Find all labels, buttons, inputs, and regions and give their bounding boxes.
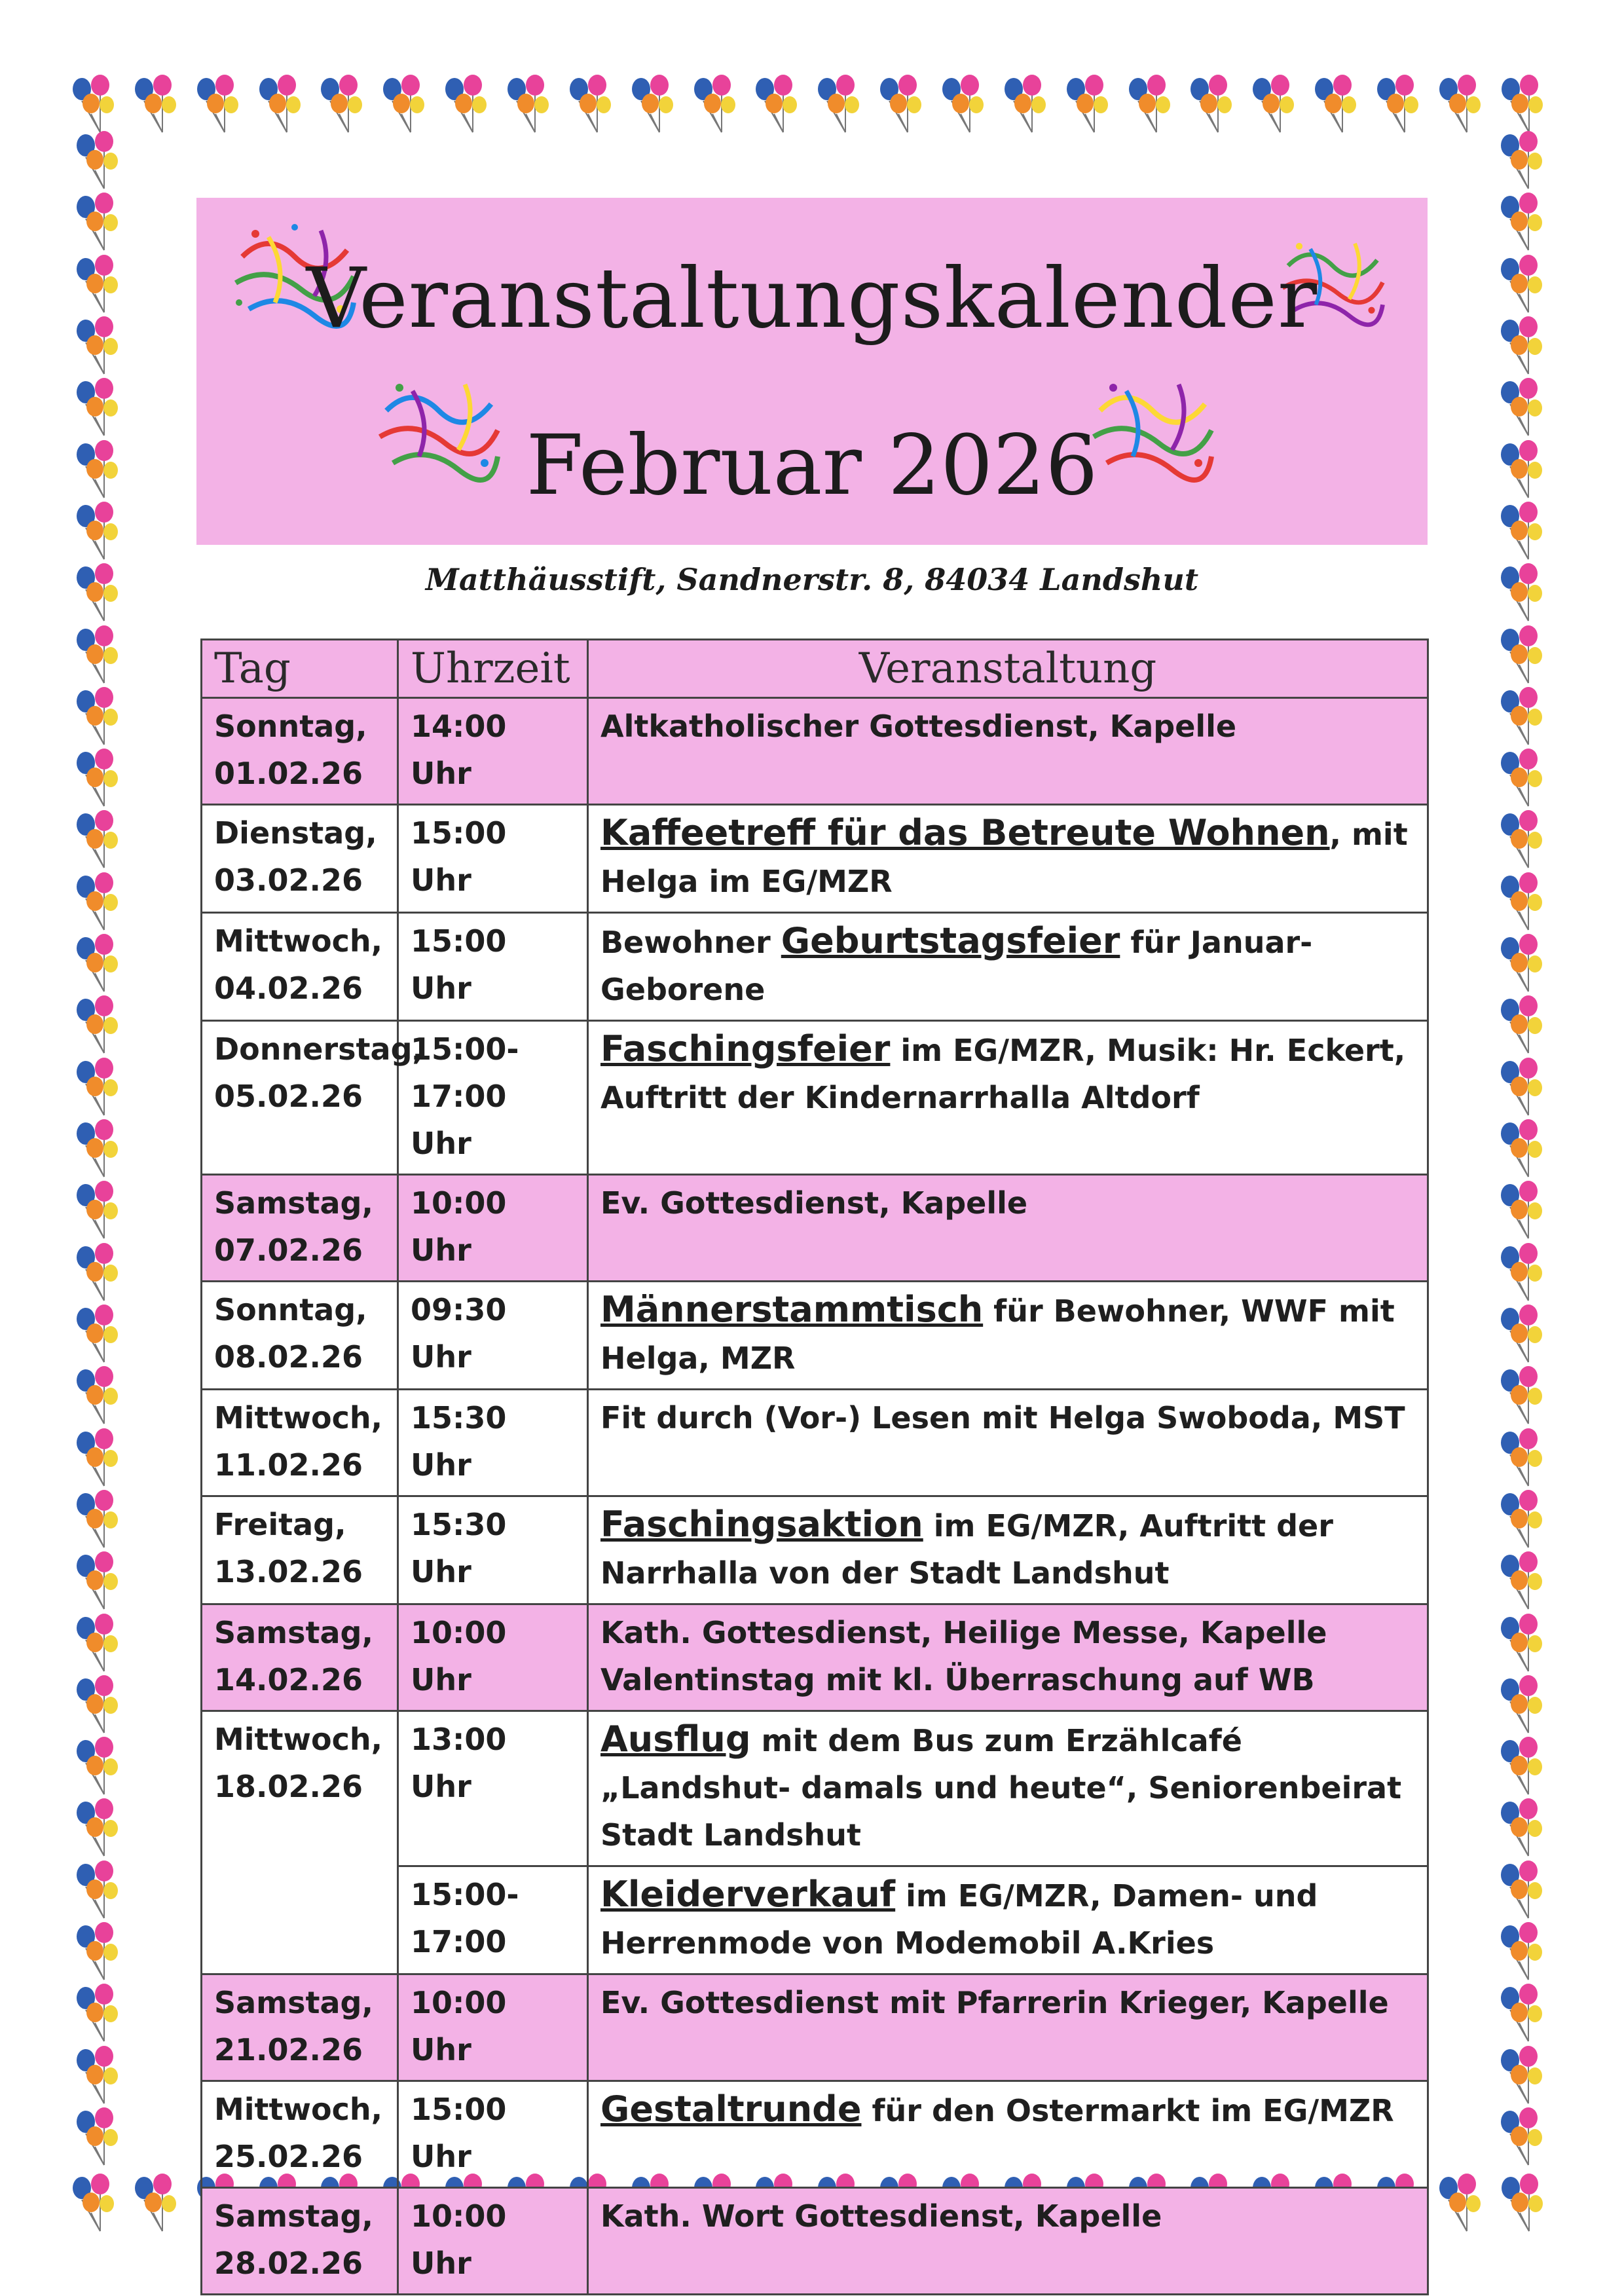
- balloons-icon: [73, 1614, 124, 1674]
- balloons-icon: [1497, 1861, 1548, 1921]
- cell-day: Donnerstag, 05.02.26: [202, 1021, 398, 1175]
- event-highlight: Faschingsaktion: [600, 1504, 923, 1545]
- event-text: Ev. Gottesdienst mit Pfarrerin Krieger, Kapelle: [600, 1985, 1389, 2020]
- cell-time: 14:00 Uhr: [398, 698, 588, 805]
- event-text: mit dem Bus zum Erzählcafé „Landshut- damals und heute“, Seniorenbeirat Stadt Landshut: [600, 1723, 1402, 1853]
- event-text: im EG/MZR, Damen- und Herrenmode von Modemobil A.Kries: [600, 1878, 1318, 1961]
- balloons-icon: [73, 1181, 124, 1241]
- balloons-icon: [566, 75, 617, 135]
- balloons-icon: [938, 75, 989, 135]
- balloons-icon: [73, 440, 124, 500]
- balloons-icon: [73, 1119, 124, 1179]
- balloons-icon: [1435, 75, 1486, 135]
- page-subtitle: Februar 2026: [526, 417, 1098, 513]
- balloons-icon: [441, 75, 492, 135]
- balloons-icon: [73, 2107, 124, 2168]
- table-row: [202, 1282, 1428, 1390]
- cell-day: Mittwoch, 18.02.26: [202, 1711, 398, 1974]
- balloons-icon: [193, 75, 244, 135]
- balloons-icon: [1497, 1428, 1548, 1489]
- table-row: [202, 1390, 1428, 1496]
- table-row: [202, 1496, 1428, 1604]
- event-text: für den Ostermarkt im EG/MZR: [861, 2093, 1394, 2128]
- table-row: [202, 1021, 1428, 1175]
- cell-event: [588, 1175, 1428, 1282]
- balloons-icon: [814, 75, 865, 135]
- balloons-icon: [73, 1428, 124, 1489]
- balloons-icon: [73, 1861, 124, 1921]
- balloons-icon: [73, 995, 124, 1056]
- balloons-icon: [73, 255, 124, 315]
- balloons-icon: [69, 75, 120, 135]
- cell-event: [588, 805, 1428, 913]
- event-text: , mit Helga im EG/MZR: [600, 817, 1408, 899]
- cell-day: Mittwoch, 25.02.26: [202, 2081, 398, 2188]
- event-highlight: Kleiderverkauf: [600, 1874, 896, 1915]
- event-highlight: Gestaltrunde: [600, 2088, 862, 2130]
- balloons-icon: [1497, 1614, 1548, 1674]
- event-text: Ev. Gottesdienst, Kapelle: [600, 1185, 1028, 1221]
- balloons-icon: [1497, 1798, 1548, 1859]
- balloons-icon: [1497, 1551, 1548, 1612]
- balloons-icon: [73, 1366, 124, 1426]
- cell-time: 15:00 Uhr: [398, 913, 588, 1021]
- cell-day: Sonntag, 01.02.26: [202, 698, 398, 805]
- cell-event: [588, 2188, 1428, 2295]
- balloons-icon: [73, 2046, 124, 2106]
- balloons-icon: [1125, 75, 1176, 135]
- event-text: Fit durch (Vor-) Lesen mit Helga Swoboda, MST: [600, 1400, 1405, 1435]
- table-row: [202, 2188, 1428, 2295]
- table-row: [202, 1974, 1428, 2081]
- balloons-icon: [1497, 810, 1548, 870]
- table-row: [202, 698, 1428, 805]
- table-row: [202, 913, 1428, 1021]
- balloons-icon: [876, 75, 927, 135]
- balloons-icon: [73, 749, 124, 809]
- table-row: [202, 2081, 1428, 2188]
- cell-time: 15:00 Uhr: [398, 805, 588, 913]
- balloons-icon: [1249, 75, 1300, 135]
- event-calendar-table: [200, 639, 1429, 2295]
- cell-event: [588, 1390, 1428, 1496]
- balloons-icon: [1435, 2174, 1486, 2234]
- balloons-icon: [1497, 563, 1548, 623]
- balloons-icon: [73, 1490, 124, 1550]
- event-highlight: Geburtstagsfeier: [781, 920, 1120, 961]
- cell-time: 15:00-17:00 Uhr: [398, 1021, 588, 1175]
- balloons-icon: [752, 75, 803, 135]
- cell-time: 15:00 Uhr: [398, 2081, 588, 2188]
- balloons-icon: [73, 934, 124, 994]
- balloons-icon: [1187, 75, 1238, 135]
- table-row: [202, 1604, 1428, 1711]
- cell-event: [588, 1282, 1428, 1390]
- balloons-icon: [131, 2174, 182, 2234]
- event-text: für Bewohner, WWF mit Helga, MZR: [600, 1293, 1395, 1376]
- balloons-icon: [1497, 687, 1548, 747]
- balloons-icon: [73, 1305, 124, 1365]
- event-text: im EG/MZR, Auftritt der Narrhalla von der Stadt Landshut: [600, 1508, 1333, 1591]
- balloons-icon: [73, 1675, 124, 1735]
- balloons-icon: [1497, 1675, 1548, 1735]
- cell-day: Samstag, 28.02.26: [202, 2188, 398, 2295]
- column-header-event: Veranstaltung: [588, 640, 1428, 698]
- event-text: Kath. Wort Gottesdienst, Kapelle: [600, 2198, 1162, 2234]
- cell-day: Mittwoch, 04.02.26: [202, 913, 398, 1021]
- balloons-icon: [73, 502, 124, 562]
- cell-time: 13:00 Uhr: [398, 1711, 588, 1866]
- event-highlight: Ausflug: [600, 1718, 751, 1760]
- event-highlight: Faschingsfeier: [600, 1028, 891, 1069]
- cell-event: [588, 1496, 1428, 1604]
- balloons-icon: [1497, 995, 1548, 1056]
- balloons-icon: [1311, 75, 1362, 135]
- balloons-icon: [73, 1922, 124, 1982]
- balloons-icon: [73, 1058, 124, 1118]
- balloons-icon: [1497, 749, 1548, 809]
- balloons-icon: [73, 193, 124, 253]
- balloon-border-left: [69, 131, 128, 2168]
- balloons-icon: [690, 75, 741, 135]
- balloons-icon: [73, 1984, 124, 2044]
- balloons-icon: [1497, 255, 1548, 315]
- address-line: Matthäusstift, Sandnerstr. 8, 84034 Landshut: [425, 562, 1199, 597]
- balloons-icon: [1063, 75, 1114, 135]
- balloons-icon: [1497, 1119, 1548, 1179]
- balloons-icon: [1373, 75, 1424, 135]
- table-row: [202, 805, 1428, 913]
- cell-event: [588, 1866, 1428, 1974]
- column-header-day: Tag: [202, 640, 398, 698]
- balloons-icon: [73, 1798, 124, 1859]
- cell-time: 15:00-17:00: [398, 1866, 588, 1974]
- column-header-time: Uhrzeit: [398, 640, 588, 698]
- cell-day: Mittwoch, 11.02.26: [202, 1390, 398, 1496]
- balloons-icon: [73, 1243, 124, 1303]
- balloons-icon: [1498, 2174, 1549, 2234]
- balloons-icon: [1497, 2107, 1548, 2168]
- balloons-icon: [73, 872, 124, 933]
- table-header-row: [202, 640, 1428, 698]
- balloons-icon: [131, 75, 182, 135]
- balloons-icon: [1497, 131, 1548, 191]
- event-text: Altkatholischer Gottesdienst, Kapelle: [600, 709, 1237, 744]
- event-prefix: Bewohner: [600, 925, 781, 960]
- balloons-icon: [1497, 1490, 1548, 1550]
- balloons-icon: [1497, 625, 1548, 686]
- cell-time: 15:30 Uhr: [398, 1496, 588, 1604]
- balloons-icon: [1497, 440, 1548, 500]
- cell-time: 10:00 Uhr: [398, 1604, 588, 1711]
- balloons-icon: [317, 75, 368, 135]
- cell-event: [588, 913, 1428, 1021]
- cell-event: [588, 2081, 1428, 2188]
- balloons-icon: [1497, 1305, 1548, 1365]
- cell-day: Samstag, 07.02.26: [202, 1175, 398, 1282]
- balloons-icon: [73, 625, 124, 686]
- cell-day: Samstag, 14.02.26: [202, 1604, 398, 1711]
- title-banner: [196, 198, 1428, 545]
- cell-day: Samstag, 21.02.26: [202, 1974, 398, 2081]
- event-text: für Januar-Geborene: [600, 925, 1313, 1007]
- balloons-icon: [1497, 872, 1548, 933]
- balloons-icon: [1498, 75, 1549, 135]
- balloons-icon: [1497, 1366, 1548, 1426]
- balloons-icon: [73, 687, 124, 747]
- balloons-icon: [73, 316, 124, 377]
- cell-day: Sonntag, 08.02.26: [202, 1282, 398, 1390]
- balloons-icon: [504, 75, 555, 135]
- balloons-icon: [73, 810, 124, 870]
- table-row: [202, 1711, 1428, 1866]
- cell-day: Dienstag, 03.02.26: [202, 805, 398, 913]
- cell-time: 09:30 Uhr: [398, 1282, 588, 1390]
- balloons-icon: [1497, 1243, 1548, 1303]
- cell-event: [588, 1604, 1428, 1711]
- table-body: [202, 698, 1428, 2295]
- event-highlight: Kaffeetreff für das Betreute Wohnen: [600, 812, 1330, 853]
- cell-time: 15:30 Uhr: [398, 1390, 588, 1496]
- balloons-icon: [73, 1737, 124, 1797]
- balloons-icon: [69, 2174, 120, 2234]
- cell-event: [588, 1021, 1428, 1175]
- balloons-icon: [1497, 2046, 1548, 2106]
- balloon-border-right: [1493, 131, 1552, 2168]
- event-highlight: Männerstammtisch: [600, 1289, 984, 1330]
- balloons-icon: [73, 563, 124, 623]
- balloons-icon: [73, 378, 124, 438]
- cell-event: [588, 1974, 1428, 2081]
- balloons-icon: [73, 1551, 124, 1612]
- cell-time: 10:00 Uhr: [398, 1175, 588, 1282]
- balloon-border-top: [69, 65, 1549, 144]
- event-text: im EG/MZR, Musik: Hr. Eckert, Auftritt der Kindernarrhalla Altdorf: [600, 1033, 1406, 1115]
- balloons-icon: [628, 75, 679, 135]
- balloons-icon: [1497, 1922, 1548, 1982]
- balloons-icon: [1001, 75, 1052, 135]
- balloons-icon: [1497, 1181, 1548, 1241]
- balloons-icon: [1497, 378, 1548, 438]
- balloons-icon: [1497, 502, 1548, 562]
- table-row: [202, 1175, 1428, 1282]
- balloons-icon: [1497, 316, 1548, 377]
- balloons-icon: [1497, 934, 1548, 994]
- balloons-icon: [255, 75, 306, 135]
- event-text: Kath. Gottesdienst, Heilige Messe, Kapelle Valentinstag mit kl. Überraschung auf WB: [600, 1615, 1327, 1697]
- cell-event: [588, 698, 1428, 805]
- page-title: Veranstaltungskalender: [306, 250, 1318, 346]
- balloons-icon: [73, 131, 124, 191]
- balloons-icon: [1497, 1737, 1548, 1797]
- balloons-icon: [1497, 1984, 1548, 2044]
- cell-event: [588, 1711, 1428, 1866]
- balloons-icon: [1497, 1058, 1548, 1118]
- cell-day: Freitag, 13.02.26: [202, 1496, 398, 1604]
- cell-time: 10:00 Uhr: [398, 1974, 588, 2081]
- cell-time: 10:00 Uhr: [398, 2188, 588, 2295]
- balloons-icon: [379, 75, 430, 135]
- balloons-icon: [1497, 193, 1548, 253]
